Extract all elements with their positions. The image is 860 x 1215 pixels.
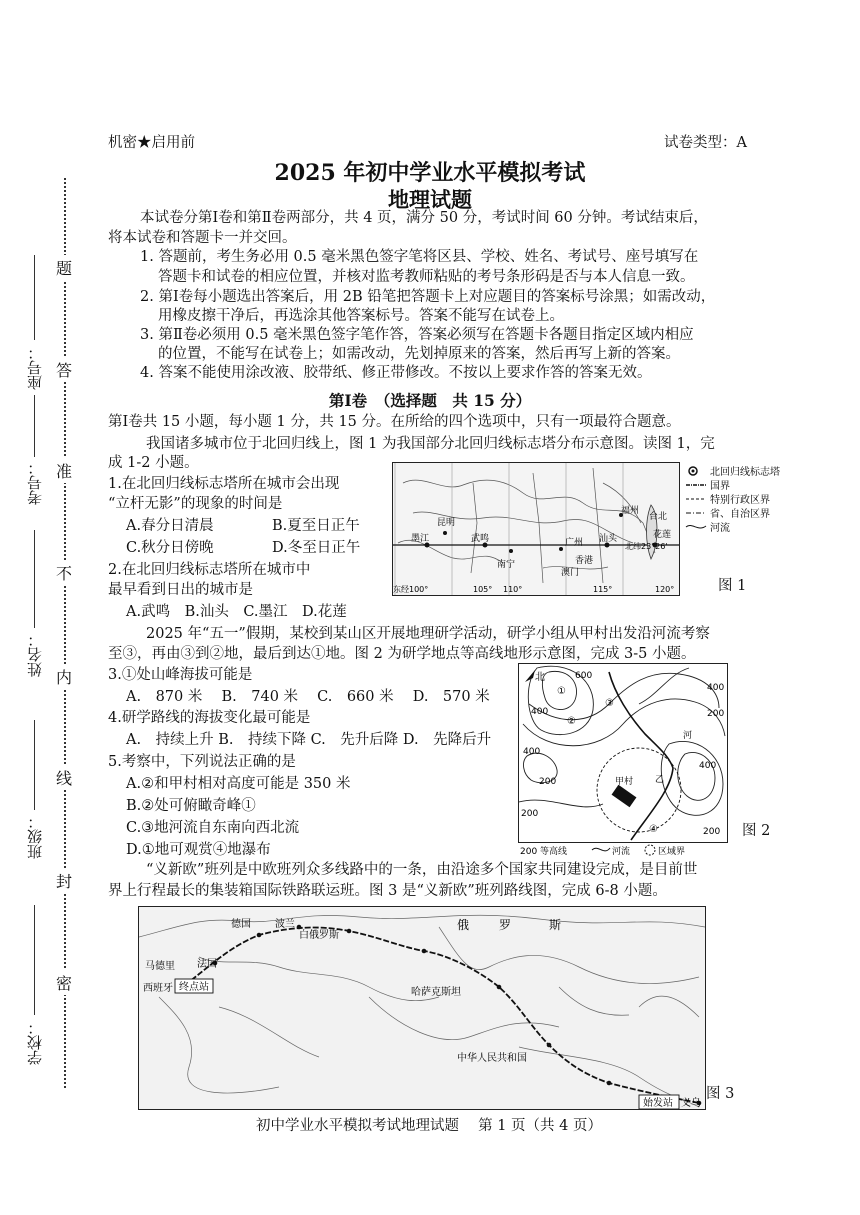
passage-line: 2025 年“五一”假期，某校到某山区开展地理研学活动，研学小组从甲村出发沿河流考察: [146, 626, 710, 642]
legend-label: 河流: [612, 847, 631, 857]
option-c: C.秋分日傍晚: [126, 540, 214, 556]
note-item: 答题卡和试卷的相应位置，并核对监考教师粘贴的考号条形码是否与本人信息一致。: [158, 269, 695, 285]
figure1-legend: [684, 464, 804, 534]
paper-type: 试卷类型：A: [664, 135, 747, 151]
city-label: 福州: [621, 506, 640, 516]
country-label: 白俄罗斯: [299, 930, 339, 941]
passage-line: 至③，再由③到②地，最后到达①地。图 2 为研学地点等高线地形示意图，完成 3-5 小题。: [108, 646, 696, 662]
name-field: [34, 530, 35, 628]
city-label: 昆明: [437, 518, 456, 528]
terminal-station-label: 终点站: [179, 982, 209, 993]
section-desc: 第Ⅰ卷共 15 小题，每小题 1 分，共 15 分。在所给的四个选项中，只有一项最符合题意。: [108, 414, 681, 430]
village-block: [612, 785, 637, 807]
longitude-label: 110°: [503, 585, 523, 594]
exam-number-label: 考号：: [26, 460, 44, 505]
question-stem: 5.考察中，下列说法正确的是: [108, 754, 296, 770]
contour-label: 400: [699, 761, 717, 771]
option-b: B.②处可俯瞰奇峰①: [126, 798, 256, 814]
question-stem: 最早看到日出的城市是: [108, 582, 253, 598]
latitude-label: 北纬23°26': [625, 542, 668, 551]
point-label: ③: [605, 698, 614, 709]
intro-line: 将本试卷和答题卡一并交回。: [108, 230, 297, 246]
tropic-map: [393, 463, 679, 595]
railway-map: [139, 907, 705, 1109]
class-label: 班级：: [26, 814, 44, 859]
north-label: 北: [535, 672, 545, 683]
note-item: 1. 答题前，考生务必用 0.5 毫米黑色签字笔将区县、学校、姓名、考试号、座号填写在: [140, 249, 699, 265]
seal-char: 准: [56, 458, 72, 483]
intro-line: 本试卷分第Ⅰ卷和第Ⅱ卷两部分，共 4 页，满分 50 分，考试时间 60 分钟。考试结束后，: [140, 210, 708, 226]
question-stem: 1.在北回归线标志塔所在城市会出现: [108, 476, 340, 492]
legend-label: 北回归线标志塔: [710, 467, 780, 478]
seal-char: 答: [56, 357, 72, 382]
option-d: D.冬至日正午: [272, 540, 361, 556]
city-label: 广州: [565, 538, 584, 548]
figure1-caption: 图 1: [718, 578, 747, 594]
point-label: ①: [557, 686, 566, 697]
region-boundary: [597, 748, 681, 832]
legend-label: 区域界: [658, 847, 686, 857]
country-label: 俄: [457, 918, 470, 932]
seal-char: 内: [56, 664, 72, 689]
country-label: 波兰: [275, 919, 295, 930]
section-heading: 第Ⅰ卷 （选择题 共 15 分）: [328, 391, 532, 410]
question-stem: 2.在北回归线标志塔所在城市中: [108, 562, 311, 578]
country-label: 法国: [197, 959, 217, 970]
point-label: ④: [649, 824, 658, 835]
longitude-label: 东经100°: [393, 585, 429, 594]
legend-label: 国界: [710, 481, 730, 492]
legend-label: 河流: [710, 523, 730, 534]
name-label: 姓名：: [26, 632, 44, 677]
country-label: 西班牙: [143, 983, 173, 994]
seat-number-label: 座号：: [26, 345, 44, 390]
secret-mark: 机密★启用前: [108, 135, 195, 151]
seal-char: 密: [56, 970, 72, 995]
city-label: 墨江: [411, 534, 430, 544]
city-label: 花莲: [653, 530, 672, 540]
country-label: 斯: [549, 918, 562, 932]
school-label: 学校：: [26, 1020, 44, 1065]
country-label: 哈萨克斯坦: [411, 987, 461, 998]
legend-label: 200 等高线: [520, 847, 568, 857]
contour-label: 400: [523, 747, 541, 757]
legend-symbols: [520, 842, 740, 858]
school-field: [34, 905, 35, 1015]
exam-subtitle: 地理试题: [388, 187, 472, 212]
option-d: D.①地可观赏④地瀑布: [126, 842, 271, 858]
option-b: B.夏至日正午: [272, 518, 360, 534]
option-c: C.③地河流自东南向西北流: [126, 820, 300, 836]
note-item: 2. 第Ⅰ卷每小题选出答案后，用 2B 铅笔把答题卡上对应题目的答案标号涂黑；如需改动，: [140, 289, 716, 305]
seat-number-field: [34, 255, 35, 340]
city-label: 武鸣: [471, 534, 490, 544]
city-label: 马德里: [145, 961, 175, 972]
place-label: 河: [683, 731, 693, 741]
question-options: A. 870 米 B. 740 米 C. 660 米 D. 570 米: [126, 689, 490, 705]
contour-label: 400: [707, 683, 725, 693]
passage-line: “义新欧”班列是中欧班列众多线路中的一条，由沿途多个国家共同建设完成，是目前世: [146, 862, 698, 878]
page-footer: 初中学业水平模拟考试地理试题 第 1 页（共 4 页）: [256, 1118, 602, 1134]
figure3-railway-map: [138, 906, 706, 1110]
passage-line: 我国诸多城市位于北回归线上，图 1 为我国部分北回归线标志塔分布示意图。读图 1，完: [146, 436, 715, 452]
question-options: A. 持续上升 B. 持续下降 C. 先升后降 D. 先降后升: [126, 732, 492, 748]
contour-label: 200: [703, 827, 721, 837]
place-label: 甲村: [615, 777, 634, 787]
place-label: 乙: [655, 775, 665, 785]
question-stem: 4.研学路线的海拔变化最可能是: [108, 710, 311, 726]
longitude-label: 115°: [593, 585, 613, 594]
longitude-label: 120°: [655, 585, 675, 594]
figure2-caption: 图 2: [742, 823, 771, 839]
figure1-map: [392, 462, 680, 596]
question-stem: 3.①处山峰海拔可能是: [108, 667, 253, 683]
legend-label: 省、自治区界: [710, 509, 770, 520]
note-item: 用橡皮擦干净后，再选涂其他答案标号。答案不能写在试卷上。: [158, 308, 564, 324]
class-field: [34, 720, 35, 810]
river-line: [609, 672, 673, 840]
note-item: 的位置，不能写在试卷上；如需改动，先划掉原来的答案，然后再写上新的答案。: [158, 346, 680, 362]
legend-label: 特别行政区界: [710, 495, 770, 506]
option-a: A.春分日清晨: [126, 518, 214, 534]
contour-label: 200: [707, 709, 725, 719]
point-label: ②: [567, 716, 576, 727]
note-item: 3. 第Ⅱ卷必须用 0.5 毫米黑色签字笔作答，答案必须写在答题卡各题目指定区域内相应: [140, 327, 694, 343]
contour-label: 400: [531, 707, 549, 717]
passage-line: 成 1-2 小题。: [108, 455, 199, 471]
origin-station-label: 始发站: [643, 1098, 673, 1109]
country-label: 中华人民共和国: [457, 1053, 527, 1064]
seal-char: 不: [56, 560, 72, 585]
question-options: A.武鸣 B.汕头 C.墨江 D.花莲: [126, 604, 347, 620]
exam-title: 2025 年初中学业水平模拟考试: [274, 160, 586, 186]
question-stem: “立杆无影”的现象的时间是: [108, 496, 283, 512]
city-label: 澳门: [561, 568, 580, 578]
seal-char: 封: [56, 868, 72, 893]
contour-label: 200: [521, 809, 539, 819]
figure2-legend: [520, 842, 740, 858]
city-label: 汕头: [599, 534, 618, 544]
passage-line: 界上行程最长的集装箱国际铁路联运班。图 3 是“义新欧”班列路线图，完成 6-8 小题。: [108, 883, 667, 899]
city-label: 义乌: [681, 1098, 701, 1109]
seal-char: 线: [56, 765, 72, 790]
figure3-caption: 图 3: [706, 1086, 735, 1102]
contour-label: 200: [539, 777, 557, 787]
note-item: 4. 答案不能使用涂改液、胶带纸、修正带修改。不按以上要求作答的答案无效。: [140, 365, 652, 381]
legend-symbols: [684, 464, 804, 536]
city-label: 香港: [575, 556, 594, 566]
figure2-contour-map: [518, 663, 728, 843]
seal-char: 题: [56, 255, 72, 280]
country-label: 罗: [499, 918, 512, 932]
country-label: 德国: [231, 919, 251, 930]
seal-dotted-line: [64, 178, 66, 1088]
city-label: 台北: [649, 512, 668, 522]
city-label: 南宁: [497, 560, 516, 570]
option-a: A.②和甲村相对高度可能是 350 米: [126, 776, 351, 792]
contour-label: 600: [575, 671, 593, 681]
longitude-label: 105°: [473, 585, 493, 594]
contour-map: [519, 664, 727, 842]
